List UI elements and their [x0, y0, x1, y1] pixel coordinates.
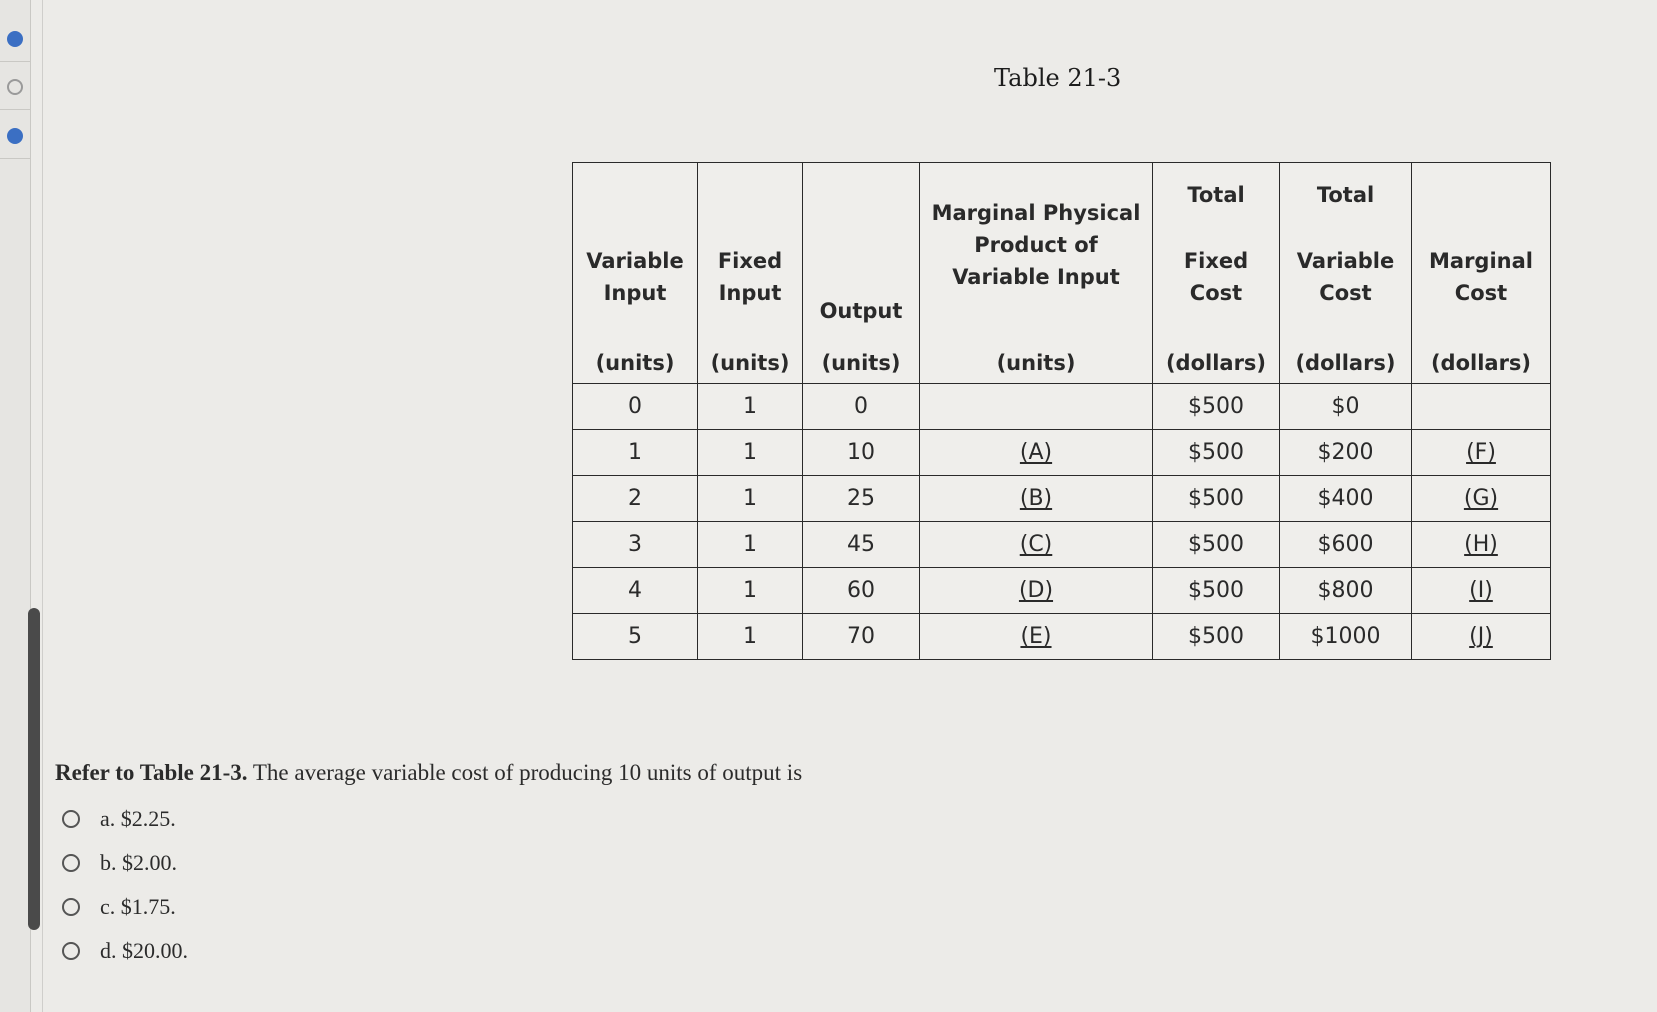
table-row [573, 522, 1551, 568]
column-header [573, 163, 698, 384]
column-header-line: Marginal [1429, 249, 1533, 273]
table-cell: (C) [920, 522, 1153, 568]
column-header [803, 163, 920, 384]
table-cell: $600 [1280, 522, 1412, 568]
column-header-line: Fixed [717, 249, 783, 273]
table-cell: $500 [1153, 384, 1280, 430]
table-cell: 3 [573, 522, 698, 568]
scrollbar[interactable] [28, 608, 40, 930]
option-d[interactable] [62, 938, 188, 964]
option-a[interactable] [62, 806, 176, 832]
table-cell: (E) [920, 614, 1153, 660]
question-text [55, 760, 802, 786]
column-header-line: Input [718, 281, 782, 305]
column-header-line: Total [1316, 183, 1375, 207]
question-prefix: Refer to Table 21-3. [55, 760, 248, 785]
column-header-line: Marginal Physical [931, 201, 1141, 225]
column-unit: (units) [710, 351, 790, 375]
column-unit: (dollars) [1430, 351, 1532, 375]
column-unit: (units) [821, 351, 901, 375]
table-cell: $500 [1153, 522, 1280, 568]
table-cell: (D) [920, 568, 1153, 614]
radio-icon[interactable] [62, 942, 80, 960]
table-cell: (F) [1412, 430, 1551, 476]
table-cell: 5 [573, 614, 698, 660]
table-row [573, 614, 1551, 660]
radio-icon[interactable] [62, 854, 80, 872]
option-label: a. $2.25. [100, 806, 176, 831]
column-unit: (dollars) [1295, 351, 1396, 375]
table-cell: $500 [1153, 430, 1280, 476]
table-cell: $200 [1280, 430, 1412, 476]
progress-dot-icon[interactable] [7, 79, 23, 95]
option-label: c. $1.75. [100, 894, 176, 919]
divider [0, 61, 30, 62]
table-cell: 1 [698, 476, 803, 522]
table-cell: 1 [698, 384, 803, 430]
column-header [920, 163, 1153, 384]
column-unit: (units) [595, 351, 675, 375]
column-header-line: Cost [1189, 281, 1243, 305]
table-cell: $500 [1153, 568, 1280, 614]
divider [0, 158, 30, 159]
column-header-line: Cost [1454, 281, 1508, 305]
table-body [573, 384, 1551, 660]
table-cell: 60 [803, 568, 920, 614]
table-cell [920, 384, 1153, 430]
divider [0, 109, 30, 110]
column-header-line: Cost [1319, 281, 1372, 305]
table-cell: 2 [573, 476, 698, 522]
table-cell: 45 [803, 522, 920, 568]
table-cell: (J) [1412, 614, 1551, 660]
table-cell: $500 [1153, 476, 1280, 522]
table-cell: (G) [1412, 476, 1551, 522]
table-cell: 1 [573, 430, 698, 476]
table-row [573, 476, 1551, 522]
column-header-line: Variable Input [952, 265, 1120, 289]
table-cell: (B) [920, 476, 1153, 522]
divider [42, 0, 43, 1012]
table-cell: (A) [920, 430, 1153, 476]
column-header [698, 163, 803, 384]
table-cell: 70 [803, 614, 920, 660]
column-header [1153, 163, 1280, 384]
cost-table [572, 162, 1551, 660]
table-cell: $0 [1280, 384, 1412, 430]
table-cell: $500 [1153, 614, 1280, 660]
table-cell: $1000 [1280, 614, 1412, 660]
table-cell: 10 [803, 430, 920, 476]
table-cell: 1 [698, 522, 803, 568]
column-header [1412, 163, 1551, 384]
column-header-line: Input [603, 281, 667, 305]
column-header-line: Fixed [1183, 249, 1249, 273]
table-cell: 1 [698, 568, 803, 614]
progress-dot-icon[interactable] [7, 31, 23, 47]
table-cell: 25 [803, 476, 920, 522]
table-title: Table 21-3 [994, 64, 1122, 92]
column-unit: (dollars) [1165, 351, 1267, 375]
table-cell: 1 [698, 430, 803, 476]
column-header [1280, 163, 1412, 384]
radio-icon[interactable] [62, 810, 80, 828]
column-header-line: Variable [586, 249, 684, 273]
table-cell: $800 [1280, 568, 1412, 614]
table-cell: (I) [1412, 568, 1551, 614]
left-gutter [0, 0, 31, 1012]
table-row [573, 568, 1551, 614]
question-body: The average variable cost of producing 10 units of output is [247, 760, 803, 785]
table-cell: 0 [573, 384, 698, 430]
table-cell: 0 [803, 384, 920, 430]
progress-dot-icon[interactable] [7, 128, 23, 144]
radio-icon[interactable] [62, 898, 80, 916]
option-b[interactable] [62, 850, 177, 876]
column-header-line: Product of [974, 233, 1098, 257]
column-header-line: Output [819, 299, 903, 323]
column-unit: (units) [996, 351, 1076, 375]
table-cell: 4 [573, 568, 698, 614]
table-cell [1412, 384, 1551, 430]
option-label: d. $20.00. [100, 938, 188, 963]
option-label: b. $2.00. [100, 850, 177, 875]
option-c[interactable] [62, 894, 176, 920]
table-cell: $400 [1280, 476, 1412, 522]
column-header-line: Total [1187, 183, 1245, 207]
table-cell: (H) [1412, 522, 1551, 568]
table-row [573, 430, 1551, 476]
column-header-line: Variable [1296, 249, 1395, 273]
table-cell: 1 [698, 614, 803, 660]
table-row [573, 384, 1551, 430]
table-header-row [573, 163, 1551, 384]
